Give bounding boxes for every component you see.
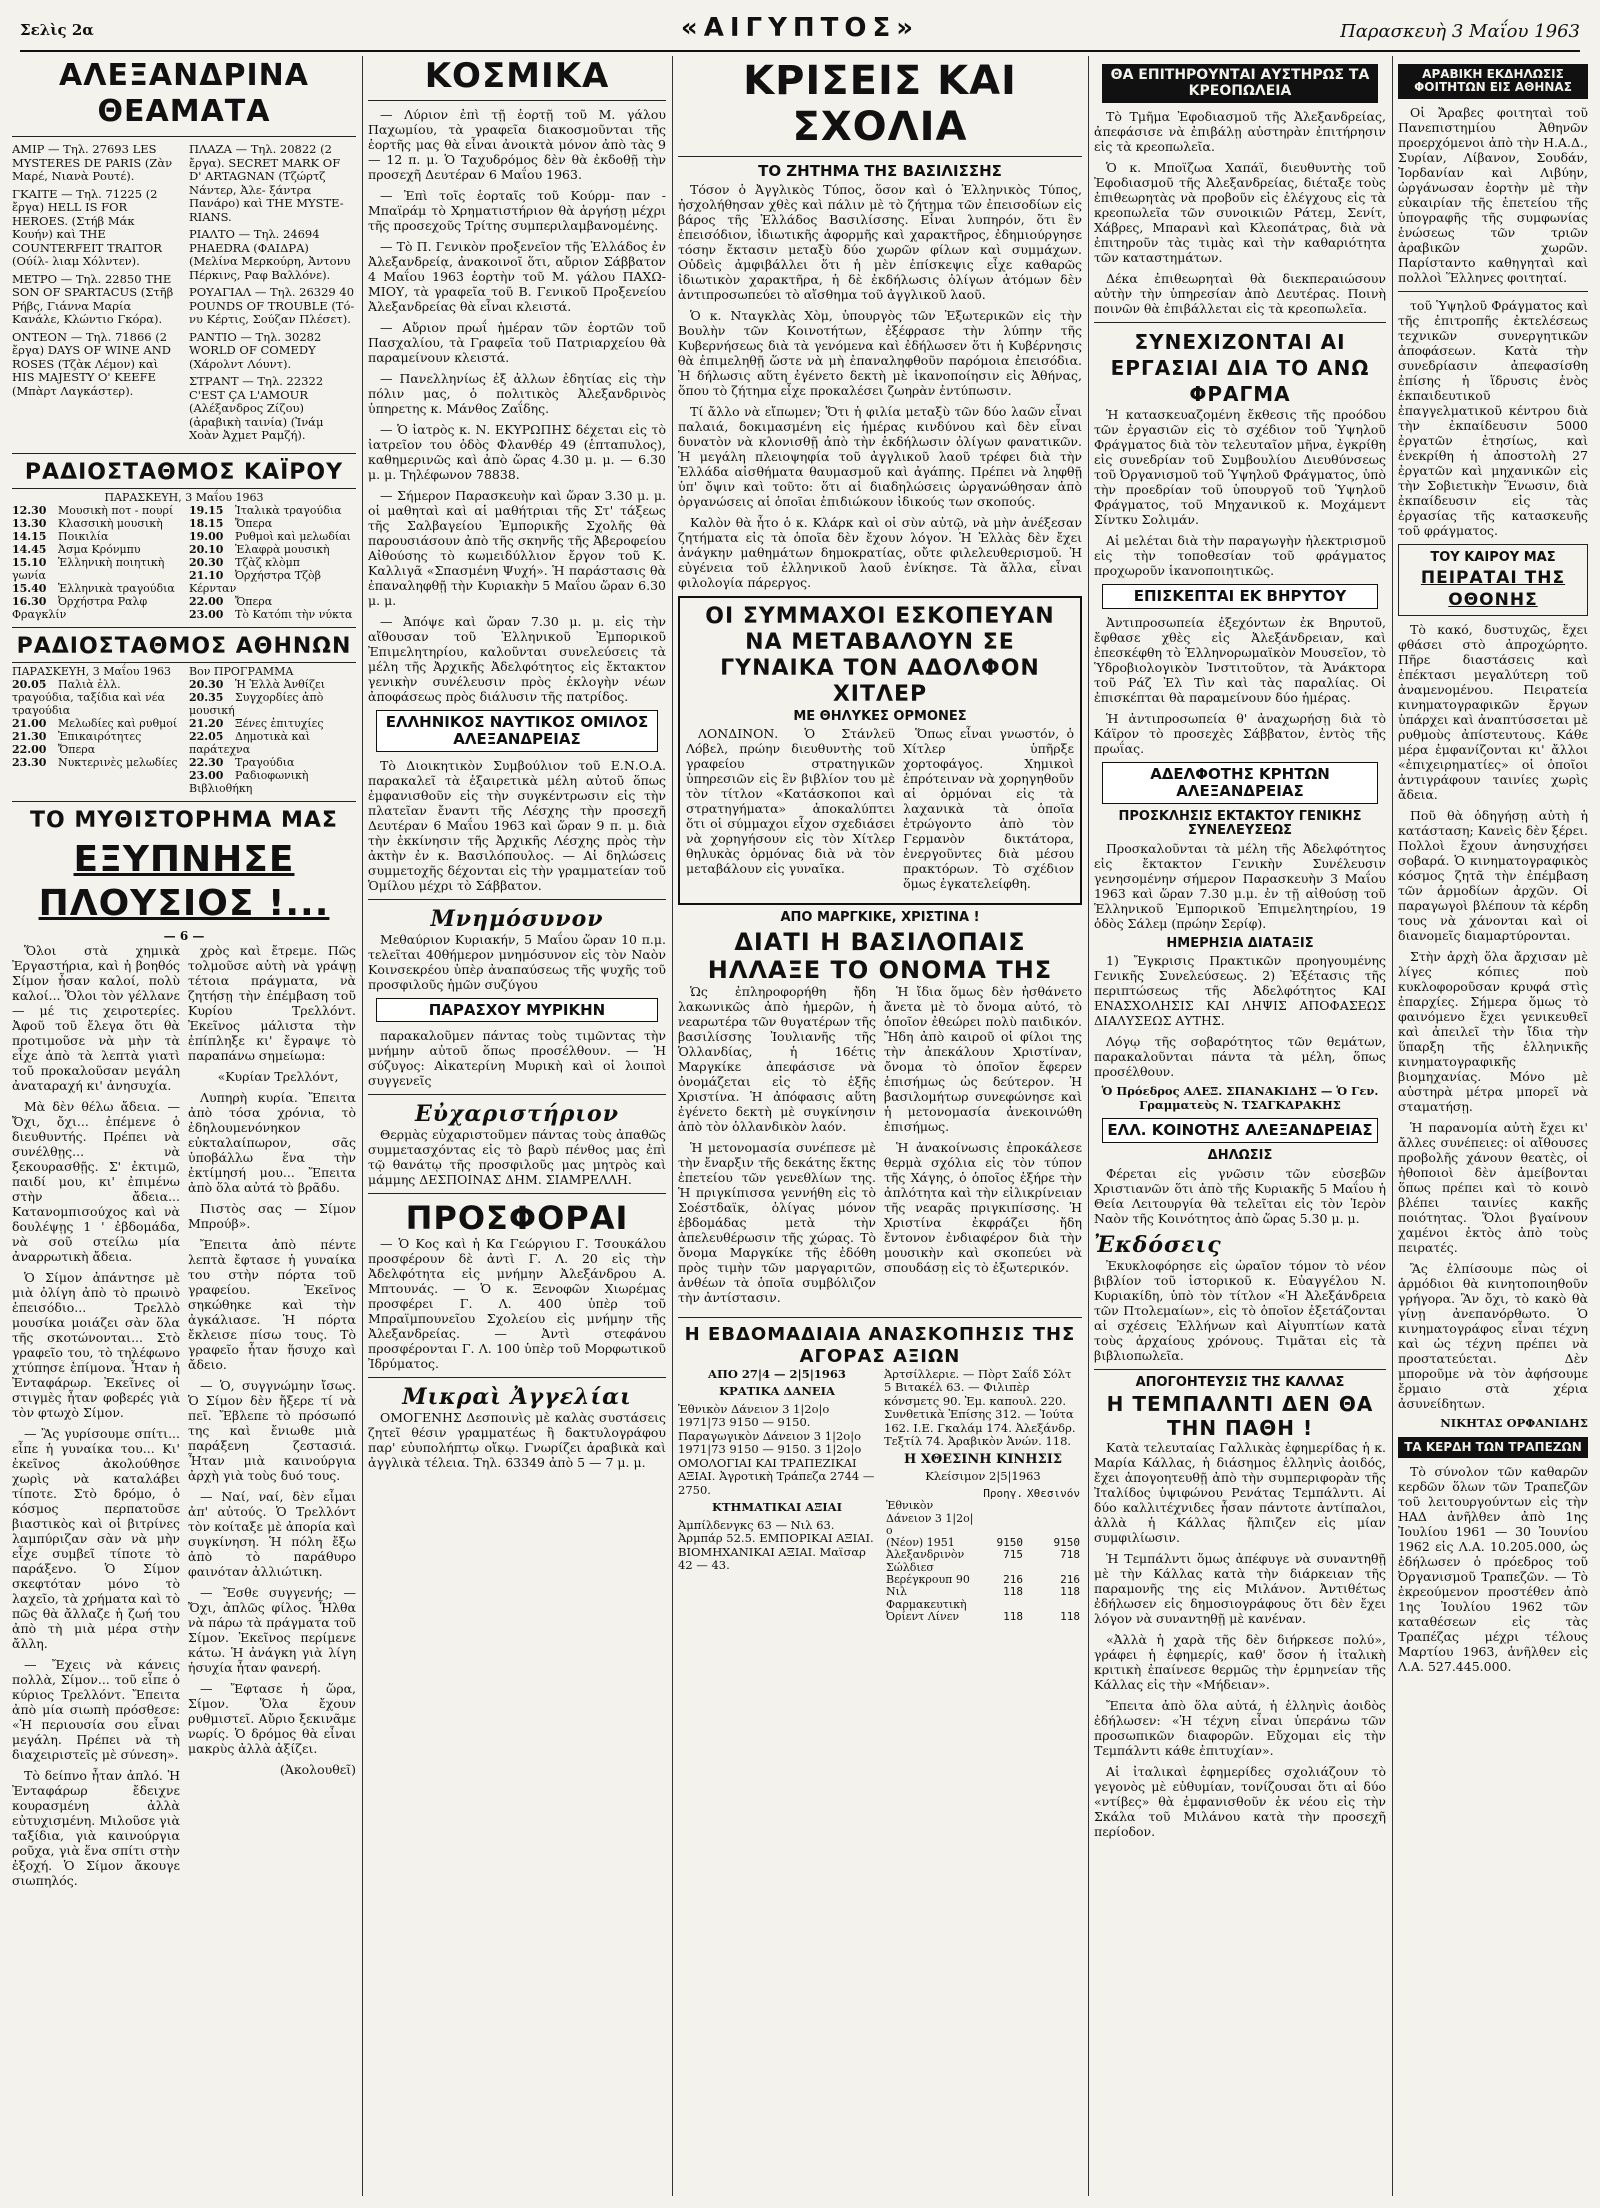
bourse-body (678, 1368, 1082, 1623)
schedule-program: Τὸ Κατόπι τὴν νύκτα (235, 607, 353, 621)
beirut-text: Ἀντιπροσωπεία ἐξεχόντων ἐκ Βηρυτοῦ, ἔφθασε χθὲς εἰς Ἀλεξάνδρειαν, καὶ ἐπεσκέφθη τὸ Ἑλληνορωμαϊκὸν Μουσεῖον, τὸ Ὑδροβιολογικὸν Ἰνστιτοῦτον, τὰ Ἀνάκτορα τοῦ Ράζ Ἐλ Τὶν καὶ τὰς παραλίας. Οἱ ἐπισκέπται θὰ παραμείνουν δύο ἡμέρας. (1094, 615, 1386, 706)
schedule-program: Ρυθμοὶ καὶ μελωδίαι (235, 529, 351, 543)
novel-paragraph: Τὸ δείπνο ἦταν ἀπλό. Ἡ Ἐνταφάρωρ ἔδειχνε κουρασμένη ἀλλὰ εὐτυχισμένη. Μιλοῦσε γιὰ ταξίδια, γιὰ καινούργια ροῦχα, γιὰ ἕνα σπίτι στὴν ἐξοχή. Ὁ Σίμον ἄκουγε σιωπηλός. (12, 1767, 180, 1888)
schedule-time: 20.05 (12, 677, 47, 691)
section-heading: ΚΟΣΜΙΚΑ (424, 58, 610, 96)
community-title: ΕΛΛ. ΚΟΙΝΟΤΗΣ ΑΛΕΞΑΝΔΡΕΙΑΣ (1102, 1118, 1378, 1143)
table-cell: 216 (1060, 1573, 1080, 1587)
schedule-time: 19.15 (189, 503, 224, 517)
bourse-title: Η ΕΒΔΟΜΑΔΙΑΙΑ ΑΝΑΣΚΟΠΗΣΙΣ ΤΗΣ ΑΓΟΡΑΣ ΑΞΙΩΝ (684, 1323, 1076, 1367)
schedule-program: Ἰταλικὰ τραγούδια (235, 503, 342, 517)
callas-paragraph: Ἔπειτα ἀπὸ ὅλα αὐτά, ἡ ἑλληνὶς ἀοιδὸς ἐδήλωσεν: «Ἡ τέχνη εἶναι ὑπεράνω τῶν προσωπικῶν διαφορῶν. Εὔχομαι εἰς τὴν Τεμπάλντι κάθε ἐπιτυχίαν». (1094, 1698, 1386, 1759)
classified-text: ΟΜΟΓΕΝΗΣ Δεσποινὶς μὲ καλὰς συστάσεις ζητεῖ θέσιν γραμματέως ἢ δακτυλογράφου παρ' εὐυπολήπτῳ οἴκῳ. Γνωρίζει ἀραβικὰ καὶ ἀγγλικὰ τέλεια. Τηλ. 63349 ἀπὸ 5 — 7 μ. μ. (368, 1410, 666, 1471)
cinema-entry: ΠΛΑΖΑ — Τηλ. 20822 (2 ἔργα). SECRET MARK OF D' ARTAGNAN (Τζώρτζ Νάντερ, Ἀλε- ξάντρα Πανάρο) καὶ THE MYSTE- RIANS. (189, 142, 344, 224)
radio-cairo-schedule (12, 504, 356, 621)
memorial-name: ΠΑΡΑΣΧΟΥ ΜΥΡΙΚΗΝ (376, 998, 658, 1023)
callas-kicker: ΑΠΟΓΟΗΤΕΥΣΙΣ ΤΗΣ ΚΑΛΛΑΣ (1135, 1374, 1345, 1390)
schedule-row (12, 756, 179, 769)
schedule-time: 18.15 (189, 516, 224, 530)
princess-paragraph: Ἡ ἀνακοίνωσις ἐπροκάλεσε θερμὰ σχόλια εἰς τὸν τύπον τῆς Χάγης, ὁ ὁποῖος ἐξήρε τὴν ἀπλότητα καὶ τὴν εἰλικρίνειαν τῆς νεαρᾶς πριγκιπίσσης. Ἡ Χριστίνα ἐκφράζει ἤδη ἔντονον ἐνδιαφέρον διὰ τὴν μουσικὴν καὶ σκοπεύει νὰ σπουδάσῃ εἰς τὸ ἐξωτερικόν. (884, 1139, 1082, 1275)
banks-text: Τὸ σύνολον τῶν καθαρῶν κερδῶν ὅλων τῶν Τραπεζῶν τοῦ λειτουργούντων εἰς τὴν ΗΑΔ ἀνῆλθεν ἀπὸ 1ης Ἰουλίου 1961 — 30 Ἰουνίου 1962 εἰς Λ.Α. 10.205.000, ὡς ἐδήλωσεν ὁ πρόεδρος τοῦ Ὀργανισμοῦ Τραπεζῶν. — Τὸ ἐκρεούμενον προστέθεν ἀπὸ 1ης Ἰουλίου 1962 τῶν καταθέσεων εἰς τὰς Τραπέζας μέχρι τέλους Μαρτίου 1963, ἀνῆλθεν εἰς Λ.Α. 527.445.000. (1398, 1464, 1588, 1675)
table-row (884, 1574, 1082, 1586)
table-row (884, 1549, 1082, 1574)
table-cell: 715 (1003, 1548, 1024, 1562)
schedule-time: 21.20 (189, 716, 224, 730)
radio-athens-sub: Βον ΠΡΟΓΡΑΜΜΑ (189, 664, 294, 678)
crete-text: Προσκαλοῦνται τὰ μέλη τῆς Ἀδελφότητος εἰς ἔκτακτον Γενικὴν Συνέλευσιν γενησομένην σήμερον Παρασκευὴν 3 Μαΐου 1963 καὶ ὥραν 7.30 μ.μ. ἐν τῇ αἰθούσῃ τοῦ Ἑλληνικοῦ Ἐμπορικοῦ Ἐπιμελητηρίου, 19 ὁδὸς Σάλεμ (πρώην Σερίφ). (1094, 840, 1386, 931)
schedule-time: 14.15 (12, 529, 47, 543)
schedule-program: Ἐπικαιρότητες (58, 729, 142, 743)
schedule-time: 14.45 (12, 542, 47, 556)
table-cell: 118 (1003, 1585, 1024, 1599)
schedule-time: 16.30 (12, 594, 47, 608)
bourse-dates: ΑΠΟ 27|4 — 2|5|1963 (708, 1366, 846, 1381)
community-text: Φέρεται εἰς γνῶσιν τῶν εὐσεβῶν Χριστιανῶν ὅτι ἀπὸ τῆς Κυριακῆς 5 Μαΐου ἡ Θεία Λειτουργία θὰ τελεῖται εἰς τὸν Ἱερὸν Ναὸν τῆς Κοινότητος ἀπὸ ὥρας 5.30 μ. μ. (1094, 1165, 1386, 1226)
cinema-entry: ΜΕΤΡΟ — Τηλ. 22850 THE SON OF SPARTACUS (Στῆβ Ρήβς, Γιάννα Μαρία Κανάλε, Κλώντιο Γκόρα). (12, 271, 174, 326)
table-header: Προηγ. (983, 1486, 1024, 1500)
commentary-paragraph: Καλὸν θὰ ἦτο ὁ κ. Κλάρκ καὶ οἱ σὺν αὐτῷ, νὰ μὴν ἀνέξεσαν ζητήματα εἰς τὰ ὁποῖα δὲν ἔχουν λόγον. Ἡ Ἑλλὰς δὲν ἔχει ἀνάγκην μαθημάτων δημοκρατίας, οὔτε φιλελευθερισμοῦ. Ἡ εὐγένεια τοῦ ἑλληνικοῦ λαοῦ ἐνίκησε. Τὰ ἄλλα, εἶναι φιλολογία πάρεργος. (678, 514, 1082, 590)
radio-cairo-title: ΡΑΔΙΟΣΤΑΘΜΟΣ ΚΑΪΡΟΥ (24, 459, 344, 485)
news-paragraph: Δέκα ἐπιθεωρηταὶ θὰ διεκπεραιώσουν αὐτὴν τὴν ὑπηρεσίαν ἀπὸ Δευτέρας. Ποινὴ ποινῶν θὰ ἐπιβάλλεται εἰς τὰ κρεοπωλεῖα. (1094, 271, 1386, 317)
callas-paragraph: «Ἀλλὰ ἡ χαρὰ τῆς δὲν διήρκεσε πολύ», γράφει ἡ ἐφημερίς, καθ' ὅσον ἡ ἰταλικὴ κριτικὴ ἐπαίνεσε θερμῶς τὴν ἑρμηνείαν τῆς Κάλλας εἰς τὴν «Μήδειαν». (1094, 1632, 1386, 1693)
bourse-text: Ἀμπίλδενγκς 63 — Νιλ 63. Ἀρμπάρ 52.5. ΕΜΠΟΡΙΚΑΙ ΑΞΙΑΙ. ΒΙΟΜΗΧΑΝΙΚΑΙ ΑΞΙΑΙ. Μαϊσαρ 42 — 43. (678, 1517, 874, 1573)
schedule-row (189, 530, 356, 543)
schedule-row (12, 678, 179, 717)
commentary-paragraph: Τόσον ὁ Ἀγγλικὸς Τύπος, ὅσον καὶ ὁ Ἑλληνικὸς Τύπος, ἠσχολήθησαν χθὲς καὶ πάλιν μὲ τὸ ζήτημα τῶν ἐπεισοδίων εἰς βάρος τῆς Ἑλλάδος Βασιλίσσης. Εἶναι λυπηρόν, ὅτι ἓν ἐπεισόδιον, ἰδιωτικῆς ἀφορμῆς καὶ χαρακτῆρος, ἐδημιούργησε τόσην ἔκτασιν μεταξὺ δύο χωρῶν φίλων καὶ συμμάχων. Οὐδεὶς ἀμφιβάλλει ὅτι ἡ μὲν ἐπίσκεψις εἶχε καθαρῶς ἰδιωτικὸν χαρακτῆρα, ἡ δὲ ἐκδήλωσις ὀλίγων ἀτόμων δὲν ἀντιπροσωπεύει τὸ αἴσθημα τοῦ ἀγγλικοῦ λαοῦ. (678, 181, 1082, 302)
social-item: — Τὸ Π. Γενικὸν προξενεῖον τῆς Ἑλλάδος ἐν Ἀλεξανδρείᾳ, ἀνακοινοῖ ὅτι, αὔριον Σάββατον 4 Μαΐου 1963 ἑορτὴν τοῦ Μ. γάλου ΠΑΧΩ- ΜΙΟΥ, τὰ γραφεῖα τοῦ Β. Γενικοῦ Προξενείου Ἀλεξανδρείας θὰ εἶναι κλειστά. (368, 239, 666, 314)
radio-athens-schedule (12, 678, 356, 795)
novel-paragraph: — Ἔφτασε ἡ ὥρα, Σίμον. Ὅλα ἔχουν ρυθμιστεῖ. Αὔριο ξεκινᾶμε νωρίς. Ὁ δρόμος θὰ εἶναι μακρὺς ἀλλὰ ἀξίζει. (188, 1680, 356, 1756)
column-rule (362, 56, 363, 2196)
crete-text: Λόγῳ τῆς σοβαρότητος τῶν θεμάτων, παρακαλοῦνται πάντα τὰ μέλη, ὅπως προσέλθουν. (1094, 1034, 1386, 1080)
callas-paragraph: Ἡ Τεμπάλντι ὅμως ἀπέφυγε νὰ συναντηθῇ μὲ τὴν Κάλλας κατὰ τὴν διάρκειαν τῆς παραμονῆς της εἰς Μιλάνον. Ἀντιθέτως ἐδήλωσεν εἰς δημοσιογράφους ὅτι δὲν ἔχει λόγον νὰ συναντηθῇ μὲ κανέναν. (1094, 1551, 1386, 1627)
schedule-program: Ὄπερα (235, 516, 273, 530)
novel-paragraph: — Ἔχεις νὰ κάνεις πολλὰ, Σίμον... τοῦ εἶπε ὁ κύριος Τρελλόντ. Ἔπειτα ἀπὸ μία σιωπὴ πρόσθεσε: «Ἡ περιουσία σου εἶναι μεγάλη. Πρέπει νὰ τὴ διαχειριστεῖς μὲ σύνεση». (12, 1656, 180, 1762)
community-sub: ΔΗΛΩΣΙΣ (1207, 1148, 1273, 1164)
dam-paragraph: Αἱ μελέται διὰ τὴν παραγωγὴν ἠλεκτρισμοῦ εἰς τὴν τοποθεσίαν τοῦ φράγματος προχωροῦν ἱκανοποιητικῶς. (1094, 533, 1386, 579)
schedule-row (12, 556, 179, 582)
schedule-program: Ραδιοφωνικὴ Βιβλιοθήκη (189, 768, 309, 795)
club-text: Τὸ Διοικητικὸν Συμβούλιον τοῦ Ε.Ν.Ο.Α. παρακαλεῖ τὰ ἐξαιρετικὰ μέλη αὐτοῦ ὅπως ἐμφανισθοῦν εἰς τὴν συγκέντρωσιν εἰς τὴν πλατεῖαν ἔναντι τῆς Λέσχης τὴν προσεχῆ Δευτέραν 6 Μαΐου 1963 καὶ ὥραν 9 π. μ. διὰ τὴν ἐκκίνησιν τῆς Ἀρχικῆς Λέσχης πρὸς τὴν ἀκτὴν ἐν κ. Βασιλόπουλος. — Αἱ δηλώσεις συμμετοχῆς δέχονται εἰς τὴν γραμματείαν τοῦ Ὁμίλου μέχρι τὸ Σάββατον. (368, 757, 666, 893)
radio-cairo-date: ΠΑΡΑΣΚΕΥΗ, 3 Μαΐου 1963 (104, 490, 264, 504)
bourse-text: Ἐθνικὸν Δάνειον 3 1|2ο|ο 1971|73 9150 — 9150. Παραγωγικὸν Δάνειον 3 1|2ο|ο 1971|73 9150 — 9150. 3 1|2ο|ο ΟΜΟΛΟΓΙΑΙ ΚΑΙ ΤΡΑΠΕΖΙΚΑΙ ΑΞΙΑΙ. Ἀγροτικὴ Τράπεζα 2744 — 2750. (678, 1401, 875, 1497)
table-cell: 118 (1003, 1610, 1024, 1624)
schedule-row (189, 730, 356, 756)
beirut-title: ΕΠΙΣΚΕΠΤΑΙ ΕΚ ΒΗΡΥΤΟΥ (1102, 584, 1378, 609)
publications-text: Ἐκυκλοφόρησε εἰς ὡραῖον τόμον τὸ νέον βιβλίον τοῦ ἱστορικοῦ κ. Εὐαγγέλου Ν. Κυριακίδη, ὑπὸ τὸν τίτλον «Ἡ Ἀλεξάνδρεια τῶν Πτολεμαίων», εἰς τὸ ὁποῖον ἐξετάζονται αἱ σχέσεις Ἑλλήνων καὶ Αἰγυπτίων κατὰ τοὺς ἀρχαίους χρόνους. Τιμᾶται εἰς τὰ βιβλιοπωλεῖα. (1094, 1257, 1386, 1363)
schedule-program: Τζὰζ κλὸμπ (235, 555, 301, 569)
schedule-time: 13.30 (12, 516, 47, 530)
schedule-row (189, 517, 356, 530)
screens-box (1398, 544, 1588, 617)
radio-athens-title: ΡΑΔΙΟΣΤΑΘΜΟΣ ΑΘΗΝΩΝ (16, 633, 352, 659)
table-row (884, 1500, 1082, 1537)
yesterday-sub: Κλείσιμον 2|5|1963 (925, 1469, 1041, 1484)
schedule-row (189, 608, 356, 621)
novel-paragraph: — Ναί, ναί, δὲν εἶμαι ἀπ' αὐτούς. Ὁ Τρελλόντ τὸν κοίταξε μὲ ἀπορία καὶ συγκίνηση. Ἡ πόλη ἔξω ἀπὸ τὸ παράθυρο φαινόταν ἀλλιώτικη. (188, 1488, 356, 1579)
princess-title: ΔΙΑΤΙ Η ΒΑΣΙΛΟΠΑΙΣ ΗΛΛΑΞΕ ΤΟ ΟΝΟΜΑ ΤΗΣ (707, 927, 1053, 984)
schedule-program: Ἐλαφρὰ μουσικὴ (235, 542, 330, 556)
social-item: — Πανελληνίως ἐξ ἀλλων ἐδητίας εἰς τὴν πόλιν μας, ὁ πολιτικὸς Ἀλεξανδρινὸς ὑπηρετης κ. Μάνθος Ζαΐδης. (368, 371, 666, 416)
schedule-time: 15.10 (12, 555, 47, 569)
table-header: Χθεσινόν (1027, 1486, 1080, 1500)
schedule-row (189, 691, 356, 717)
schedule-row (189, 678, 356, 691)
schedule-row (12, 517, 179, 530)
news-paragraph: Ὁ κ. Μποϊζωα Χαπάϊ, διευθυντὴς τοῦ Ἐφοδιασμοῦ τῆς Ἀλεξανδρείας, διέταξε τοὺς ἐπιθεωρητὰς νὰ προβοῦν εἰς ἐλέγχους εἰς τὰ κρεοπωλεῖα τῶν συνοικιῶν Ράτεμ, Σενίτ, Χάβρες, Μπαρανὶ καὶ Κλεοπάτρας, διὰ νὰ ἐπιτηροῦν τὰς τιμὰς καὶ τὴν καθαριότητα τῶν καταστημάτων. (1094, 160, 1386, 266)
novel-paragraph: Μὰ δὲν θέλω ἄδεια. — Ὄχι, ὄχι... ἐπέμενε ὁ διευθυντής. Πρέπει νὰ συνέλθῃς... νὰ ξεκουρασθῇς. Σ' ἐκτιμῶ, παιδί μου, κι' ἐπιμένω στὴν ἄδεια... Κατανομπισούχος καὶ νὰ δουλέψῃς 1 ' ἐβδομάδα, νὰ σοῦ στείλω μία ἀναρρωτικὴ ἄδεια. (12, 1098, 180, 1264)
schedule-time: 20.30 (189, 677, 224, 691)
table-cell: (Νέον) 1951 (886, 1536, 955, 1550)
novel-continue: (Ἀκολουθεῖ) (279, 1761, 356, 1777)
schedule-program: Ὀρχήστρα Τζὸβ Κέρνταν (189, 568, 322, 595)
schedule-row (12, 717, 179, 730)
memorial-text-2: παρακαλοῦμεν πάντας τοὺς τιμῶντας τὴν μνήμην αὐτοῦ ὅπως προσέλθουν. — Ἡ σύζυγος: Αἰκατερίνη Μυρικὴ καὶ οἱ λοιποὶ συγγενεῖς (368, 1028, 666, 1089)
schedule-program: Κλασσικὴ μουσικὴ (58, 516, 163, 530)
schedule-time: 20.10 (189, 542, 224, 556)
bourse-head: ΚΤΗΜΑΤΙΚΑΙ ΑΞΙΑΙ (711, 1500, 842, 1515)
table-cell: Ἐθνικὸν Δάνειον 3 1|2ο|ο (886, 1499, 974, 1537)
culture-paragraph: Οἱ Ἄραβες φοιτηταὶ τοῦ Πανεπιστημίου Ἀθηνῶν προερχόμενοι ἀπὸ τὴν Η.Α.Δ., Συρίαν, Λίβανον, Σουδάν, Ἰορδανίαν καὶ Λιβύην, ὠργάνωσαν ἑορτὴν μὲ τὴν εὐκαιρίαν τῆς ἐπετείου τῆς ὑπογραφῆς τῆς συμφωνίας ἑνώσεως τῶν τριῶν ἀραβικῶν χωρῶν. Παρίσταντο καθηγηταὶ καὶ πολλοὶ Ἕλληνες φοιτηταί. (1398, 104, 1588, 285)
schedule-time: 22.05 (189, 729, 224, 743)
memorial-title: Μνημόσυνον (430, 905, 604, 932)
princess-paragraph: Ἡ μετονομασία συνέπεσε μὲ τὴν ἔναρξιν τῆς δεκάτης ἕκτης ἐπετείου τῶν γενεθλίων της. Ἡ πριγκίπισσα γεννήθη εἰς τὸ Σοέστδαϊκ, ὀλίγας μόνον ἑβδομάδας μετὰ τὴν ἀπελευθέρωσιν τῆς χώρας. Τὸ ὄνομα Μαργκίκε τῆς ἐδόθη πρὸς τιμὴν τῶν μαργαριτῶν, ἀνθέων τὰ ὁποῖα συμβόλιζον τὴν ἀντίστασιν. (678, 1139, 876, 1305)
schedule-program: Συγχορδίες ἀπὸ μουσική (189, 690, 324, 717)
publications-title: Ἐκδόσεις (1094, 1231, 1222, 1258)
table-cell (981, 1500, 1025, 1537)
schedule-time: 15.40 (12, 581, 47, 595)
schedule-time: 22.00 (12, 742, 47, 756)
novel-paragraph: Ἔπειτα ἀπὸ πέντε λεπτὰ ἔφτασε ἡ γυναίκα του στὴν πόρτα τοῦ γραφείου. Ἐκεῖνος σηκώθηκε καὶ τὴν ἀγκάλιασε. Ἡ πόρτα ἔκλεισε πίσω τους. Τὸ γραφεῖο ἦταν ἥσυχο καὶ ἄδειο. (188, 1236, 356, 1372)
novel-letter-salutation: «Κυρίαν Τρελλόντ, (217, 1068, 339, 1084)
table-cell: Ὀρίεντ Λίνεν (886, 1610, 960, 1624)
table-cell: 216 (1003, 1573, 1024, 1587)
novel-part: — 6 — (163, 928, 205, 943)
cinema-listings (12, 143, 356, 447)
schedule-program: Ποικιλία (58, 529, 109, 543)
memorial-text: Μεθαύριον Κυριακήν, 5 Μαΐου ὥραν 10 π.μ. τελεῖται 40θήμερον μνημόσυνον εἰς τὸν Ναὸν Κοινσεκρέου ὑπὲρ ἀναπαύσεως τῆς ψυχῆς τοῦ προσφιλοῦς ἡμῶν συζύγου (368, 931, 666, 992)
novel-paragraph: — Ἂς γυρίσουμε σπίτι... εἶπε ἡ γυναίκα του... Κι' ἐκεῖνος ἀκολούθησε χωρὶς νὰ καταλάβει τίποτε. Στὸ δρόμο, ὁ κόσμος περπατοῦσε βιαστικὸς καὶ οἱ βιτρίνες λαμπύριζαν σὰν νὰ μὴν εἶχε συμβεῖ τίποτε τὸ παράξενο. Ὁ Σίμον σκεφτόταν μόνο τὸ λαχεῖο, τὰ χρήματα καὶ τὸ πῶς θὰ ἄλλαζε ἡ ζωή του ἀπὸ τὴ μιὰ μέρα στὴν ἄλλη. (12, 1425, 180, 1651)
crete-signatures: Ὁ Πρόεδρος ΑΛΕΞ. ΣΠΑΝΑΚΙΔΗΣ — Ὁ Γεν. Γραμματεὺς Ν. ΤΣΑΓΚΑΡΑΚΗΣ (1101, 1084, 1379, 1112)
table-cell: 9150 (1053, 1536, 1080, 1550)
banks-title: ΤΑ ΚΕΡΔΗ ΤΩΝ ΤΡΑΠΕΖΩΝ (1398, 1437, 1588, 1458)
schedule-time: 22.00 (189, 594, 224, 608)
commentary-paragraph: Ὁ κ. Νταγκλὰς Χὸμ, ὑπουργὸς τῶν Ἐξωτερικῶν εἰς τὴν Βουλὴν τῶν Κοινοτήτων, ἐξέφρασε τὴν λύπην τῆς Κυβερνήσεως διὰ τὰ γενόμενα καὶ ἐδήλωσεν ὅτι ἡ Κυβέρνησις θὰ ἐπιμεληθῇ ὥστε νὰ μὴ ἐπαναληφθοῦν παρόμοια ἐπεισόδια. Ἡ δήλωσις αὕτη ἐγένετο δεκτὴ μὲ ἱκανοποίησιν εἰς Ἀθήνας, ὅπου τὸ ζήτημα εἶχε προκαλέσει ζωηρὰν ἐντύπωσιν. (678, 307, 1082, 398)
yesterday-title: Η ΧΘΕΣΙΝΗ ΚΙΝΗΣΙΣ (903, 1451, 1063, 1467)
novel-title: ΕΞΥΠΝΗΣΕ ΠΛΟΥΣΙΟΣ !... (38, 838, 330, 924)
social-item: — Αὔριον πρωΐ ἡμέραν τῶν ἑορτῶν τοῦ Πασχαλίου, τὰ Γραφεῖα τοῦ Πατριαρχείου θὰ παραμείνουν κλειστά. (368, 320, 666, 365)
commentary-paragraph: Τί ἄλλο νὰ εἴπωμεν; Ὅτι ἡ φιλία μεταξὺ τῶν δύο λαῶν εἶναι παλαιά, δοκιμασμένη εἰς ἡμέρας κινδύνου καὶ δὲν εἶναι δυνατὸν νὰ κλονισθῇ ἀπὸ τὴν ἐκδήλωσιν ὀλίγων φανατικῶν. Ἡ μεγάλη πλειοψηφία τοῦ ἀγγλικοῦ λαοῦ τρέφει διὰ τὴν Ἑλλάδα αἰσθήματα θαυμασμοῦ καὶ ἀγάπης. Πρέπει νὰ ληφθῇ ὑπ' ὄψιν καὶ τοῦτο: ὅτι αἱ διαδηλώσεις ὠργανώθησαν ἀπὸ ὀργανώσεις αἱ ὁποῖαι ἐπιδιώκουν ἰδικούς των σκοπούς. (678, 403, 1082, 509)
novel-paragraph: — Ὁ, συγγνώμην ἴσως. Ὁ Σίμον δὲν ἤξερε τί νὰ πεῖ. Ἔβλεπε τὸ πρόσωπό της καὶ ἔνιωθε μιὰ παράξενη ζεστασιά. Ἦταν μιὰ καινούργια ἀρχὴ γιὰ τοὺς δυό τους. (188, 1377, 356, 1483)
column-rule (1088, 56, 1089, 2196)
social-item: — Λύριον ἐπὶ τῇ ἑορτῇ τοῦ Μ. γάλου Παχωμίου, τὰ γραφεῖα διακοσμοῦνται τῆς ἑορτῆς μας θὰ εἶναι ἀνοικτὰ μόνον ἀπὸ τὰς 9 — 12 π. μ. Ὁ Ταχυδρόμος δὲν θὰ ἐκδοθῇ τὴν προσεχῆ Δευτέραν 6 Μαΐου 1963. (368, 107, 666, 182)
crete-subtitle: ΠΡΟΣΚΛΗΣΙΣ ΕΚΤΑΚΤΟΥ ΓΕΝΙΚΗΣ ΣΥΝΕΛΕΥΣΕΩΣ (1118, 808, 1362, 839)
schedule-time: 23.00 (189, 607, 224, 621)
hitler-paragraph: ΛΟΝΔΙΝΟΝ. Ὁ Στάνλεϋ Λόβελ, πρώην διευθυντὴς τοῦ γραφείου στρατηγικῶν ὑπηρεσιῶν εἰς ἓν βιβλίον του μὲ τὸν τίτλον «Κατάσκοποι καὶ στρατηγήματα» ἀποκαλύπτει ὅτι οἱ σύμμαχοι εἶχον σχεδιάσει νὰ χορηγήσουν εἰς τὸν Χίτλερ θηλυκὰς ὁρμόνας διὰ νὰ τὸν μεταβάλουν εἰς γυναῖκα. (686, 726, 896, 877)
novel-paragraph: χρὸς καὶ ἔτρεμε. Πῶς τολμοῦσε αὐτὴ νὰ γράψῃ τέτοια πράγματα, νὰ ζητήσῃ τὴν ἐπέμβαση τοῦ Κυρίου Τρελλόντ. Ἐκεῖνος μάλιστα τὴν ἐπίπληξε κι' ἔγραψε τὸ παραπάνω σημείωμα: (188, 942, 356, 1063)
cinema-entry: ΑΜΙΡ — Τηλ. 27693 LES MYSTERES DE PARIS (Ζὰν Μαρέ, Νιανὰ Ρουτέ). (12, 142, 173, 183)
novel-paragraph: Ὅλοι στὰ χημικὰ Ἐργαστήρια, καὶ ἡ βοηθός Σίμον ἦσαν καλοί, πολὺ καλοί... Ὅλοι τὸν γέλλανε — μέ τις χειροτερίες. Ἀφοῦ τοῦ ἔλεγα ὅτι θὰ προτιμοῦσε νὰ μὴν τὰ εἶχε ἀπὸ τὰ λεπτὰ γιατὶ τοῦ προκαλοῦσαν μεγάλη ἀναταραχή κι' ἀνησυχία. (12, 942, 180, 1093)
novel-paragraph: Πιστὸς σας — Σίμον Μπρούβ». (188, 1200, 356, 1231)
schedule-row (12, 743, 179, 756)
schedule-program: Ὄπερα (235, 594, 273, 608)
screens-paragraph: Ἡ παρανομία αὐτὴ ἔχει κι' ἄλλες συνέπειες: οἱ αἴθουσες προβολῆς χάνουν θεατὲς, οἱ ἠθοποιοὶ δὲν ἀμείβονται ὅπως πρέπει καὶ τὸ κοινὸ βλέπει ταινίες κακῆς ποιότητας. Ὅλοι βγαίνουν χαμένοι ἐκτὸς ἀπὸ τοὺς πειρατές. (1398, 1120, 1588, 1256)
schedule-program: Ἡ Ἑλλὰ Ἀνθίζει (235, 677, 326, 691)
table-cell: 9150 (996, 1536, 1024, 1550)
meat-heading: ΘΑ ΕΠΙΤΗΡΟΥΝΤΑΙ ΑΥΣΤΗΡΩΣ ΤΑ ΚΡΕΟΠΩΛΕΙΑ (1102, 64, 1378, 103)
schedule-program: Ὀρχήστρα Ραλφ Φραγκλίν (12, 594, 148, 621)
paper-name: «ΑΙΓΥΠΤΟΣ» (680, 13, 920, 43)
beirut-text: Ἡ ἀντιπροσωπεία θ' ἀναχωρήσῃ διὰ τὸ Κάϊρον τὸ προσεχὲς Σάββατον, ἐντὸς τῆς πρωΐας. (1094, 711, 1386, 757)
cinema-entry: ΡΟΥΑΓΙΑΛ — Τηλ. 26329 40 POUNDS OF TROUBLE (Τό- νυ Κέρτις, Σούζαν Πλέσετ). (189, 285, 355, 326)
schedule-program: Νυκτερινὲς μελωδίες (58, 755, 178, 769)
table-cell (1025, 1500, 1082, 1537)
callas-paragraph: Αἱ ἰταλικαὶ ἐφημερίδες σχολιάζουν τὸ γεγονὸς μὲ εὐθυμίαν, τονίζουσαι ὅτι αἱ δύο «ντίβες» θὰ ἐμφανισθοῦν ἐκ νέου εἰς τὴν Σκάλα τοῦ Μιλάνου κατὰ τὴν προσεχῆ περίοδον. (1094, 1764, 1386, 1840)
schedule-time: 20.35 (189, 690, 224, 704)
novel-paragraph: Ὁ Σίμον ἀπάντησε μὲ μιὰ ὀλίγη ἀπὸ τὸ πρωινὸ ἐπεισόδιο... Τρελλὸ μουσίκα μοιάζει σὰν ὅλα τῆς σκοτώνονται... Στὸ γραφεῖο του, τὸ τηλέφωνο χτύπησε ἐπίμονα. Ἦταν ἡ Ἐνταφάρωρ. Ἐκεῖνες οἱ στιγμὲς ἦταν φοβερές γιὰ τὸν φτωχὸ Σίμον. (12, 1269, 180, 1420)
hitler-title: ΟΙ ΣΥΜΜΑΧΟΙ ΕΣΚΟΠΕΥΑΝ ΝΑ ΜΕΤΑΒΑΛΟΥΝ ΣΕ ΓΥΝΑΙΚΑ ΤΟΝ ΑΔΟΛΦΟΝ ΧΙΤΛΕΡ (705, 603, 1055, 707)
schedule-row (12, 504, 179, 517)
screens-paragraph: Ποῦ θὰ ὁδηγήσῃ αὐτὴ ἡ κατάσταση; Κανεὶς δὲν ξέρει. Πολλοὶ ἔχουν ἀνησυχήσει σοβαρά. Ὁ κινηματογραφικὸς κόσμος ζητᾶ τὴν ἐπέμβαση τῶν ἁρμοδίων ἀρχῶν. Οἱ παραγωγοὶ βλέπουν τὰ κέρδη τους νὰ χάνονται καὶ οἱ διανομεῖς διαμαρτύρονται. (1398, 808, 1588, 944)
schedule-row (189, 756, 356, 769)
masthead (20, 10, 1580, 52)
schedule-program: Τραγούδια (235, 755, 295, 769)
column-social (368, 58, 666, 1476)
schedule-time: 21.10 (189, 568, 224, 582)
schedule-time: 23.30 (12, 755, 47, 769)
schedule-row (12, 730, 179, 743)
cinema-entry: ΓΚΑΙΤΕ — Τηλ. 71225 (2 ἔργα) HELL IS FOR HEROES. (Στήβ Μάκ Κουήν) καὶ THE COUNTERFEIT TRAITOR (Ούίλ- λιαμ Χόλντεν). (12, 186, 162, 268)
social-item: — Σήμερον Παρασκευὴν καὶ ὥραν 3.30 μ. μ. οἱ μαθηταὶ καὶ αἱ μαθήτριαι τῆς Στ' τάξεως τῆς Σαλβαγείου Ἐμπορικῆς Σχολῆς θὰ παρουσιάσουν ἀπὸ τῆς σκηνῆς τῆς Ἀβεροφείου Αἰθούσης τὸ κωμειδύλλιον ἔργον τοῦ Κ. Καλλιγᾶ «Σπασμένη Ψυχή». Ἡ παράστασις θὰ ἐπαναληφθῇ τὴν Κυριακὴν 5 Μαΐου ὥραν 6.30 μ. μ. (368, 488, 666, 608)
social-item: — Ἀπόψε καὶ ὥραν 7.30 μ. μ. εἰς τὴν αἴθουσαν τοῦ Ἑλληνικοῦ Ἐμπορικοῦ Ἐπιμελητηρίου, καλοῦνται συνελεύσεις τὰ μέλη τῆς Ἀρχικῆς Ἀδελφότητος εἰς ἔκτακτον γενικὴν συνέλευσιν πρὸς ἐκλογὴν νέων ἀποφάσεως πρὸς διάλυσιν τῆς πατρίδος. (368, 614, 666, 704)
crete-title: ΑΔΕΛΦΟΤΗΣ ΚΡΗΤΩΝ ΑΛΕΞΑΝΔΡΕΙΑΣ (1102, 762, 1378, 804)
column-entertainment (12, 58, 356, 1894)
dam-title: ΣΥΝΕΧΙΖΟΝΤΑΙ ΑΙ ΕΡΓΑΣΙΑΙ ΔΙΑ ΤΟ ΑΝΩ ΦΡΑΓΜΑ (1110, 330, 1370, 407)
schedule-program: Ἀσμα Κρόνμπυ (58, 542, 141, 556)
club-title: ΕΛΛΗΝΙΚΟΣ ΝΑΥΤΙΚΟΣ ΟΜΙΛΟΣ ΑΛΕΞΑΝΔΡΕΙΑΣ (376, 710, 658, 752)
schedule-time: 21.30 (12, 729, 47, 743)
hitler-paragraph: Ὅπως εἶναι γνωστόν, ὁ Χίτλερ ὑπῆρξε χορτοφάγος. Χημικοὶ ἐπρότειναν νὰ χορηγηθοῦν αἱ ὁρμόναι εἰς τὰ λαχανικὰ τὰ ὁποῖα ἐτρώγοντο ἀπὸ τὸν Γερμανὸν δικτάτορα, ἐνεργοῦντες διὰ μέσου πρακτόρων. Τὸ σχέδιον ὅμως ἐγκατελείφθη. (903, 726, 1075, 892)
thanks-text: Θερμὰς εὐχαριστοῦμεν πάντας τοὺς ἀπαθῶς συμμετασχόντας εἰς τὸ βαρὺ πένθος μας ἐπὶ τῷ θανάτῳ τῆς προσφιλοῦς μας μητρὸς καὶ μάμμης ΔΕΣΠΟΙΝΑΣ ΔΗΜ. ΣΙΑΜΡΕΛΛΗ. (368, 1127, 666, 1188)
callas-paragraph: Κατὰ τελευταίας Γαλλικὰς ἐφημερίδας ἡ κ. Μαρία Κάλλας, ἡ διάσημος ἑλληνὶς ἀοιδός, ἔχει ἀπογοητευθῇ ἀπὸ τὴν συμπεριφορὰν τῆς Ἰταλίδος ὑψιφώνου Ρενάτας Τεμπάλντι. Αἱ δύο καλλιτέχνιδες ἦσαν πάντοτε ἀντίπαλοι, ἀλλὰ ἡ Κάλλας ἤλπιζεν εἰς μίαν συμφιλίωσιν. (1094, 1440, 1386, 1546)
table-row (884, 1586, 1082, 1611)
cinema-entry: ΡΙΑΛΤΟ — Τηλ. 24694 PHAEDRA (ΦΑΙΔΡΑ) (Μελίνα Μερκούρη, Ἀντονυ Πέρκινς, Ραφ Βαλλόνε). (189, 227, 351, 282)
dam-paragraph: Ἡ κατασκευαζομένη ἔκθεσις τῆς προόδου τῶν ἐργασιῶν εἰς τὸ σχέδιον τοῦ Ὑψηλοῦ Φράγματος διὰ τὸν τελευταῖον μῆνα, ἐγκρίθη εἰς συνεδρίαν τοῦ Συμβουλίου Διευθύνσεως τοῦ Ὀργανισμοῦ τοῦ Ὑψηλοῦ Φράγματος, ὑπὸ τὴν προεδρίαν τοῦ ὑπουργοῦ τοῦ Ὑψηλοῦ Φράγματος, τοῦ Μηχανικοῦ κ. Μοχάμεντ Σίντκυ Σολιμάν. (1094, 407, 1386, 528)
section-heading: ΚΡΙΣΕΙΣ ΚΑΙ ΣΧΟΛΙΑ (743, 58, 1017, 150)
schedule-time: 22.30 (189, 755, 224, 769)
crete-agenda: ΗΜΕΡΗΣΙΑ ΔΙΑΤΑΞΙΣ (1166, 935, 1314, 951)
callas-title: Η ΤΕΜΠΑΛΝΤΙ ΔΕΝ ΘΑ ΤΗΝ ΠΑΘΗ ! (1106, 1392, 1374, 1441)
schedule-program: Ἑλληνικὴ ποιητικὴ γωνία (12, 555, 165, 582)
schedule-program: Ξένες ἐπιτυχίες (235, 716, 324, 730)
novel-body (12, 943, 356, 1894)
schedule-row (189, 717, 356, 730)
schedule-time: 12.30 (12, 503, 47, 517)
screens-paragraph: Ἂς ἐλπίσουμε πὼς οἱ ἁρμόδιοι θὰ κινητοποιηθοῦν γρήγορα. Ἂν ὄχι, τὸ κακὸ θὰ γίνῃ ἀνεπανόρθωτο. Ὁ κινηματογράφος εἶναι τέχνη καὶ ὡς τέχνη πρέπει νὰ προστατεύεται. Δὲν μποροῦμε νὰ τὸν ἀφήσουμε ἔρμαιο στὰ χέρια ἀσυνείδητων. (1398, 1261, 1588, 1412)
hitler-subtitle: ΜΕ ΘΗΛΥΚΕΣ ΟΡΜΟΝΕΣ (793, 708, 967, 724)
table-row (884, 1611, 1082, 1623)
schedule-program: Ὄπερα (58, 742, 96, 756)
screens-paragraph: Στὴν ἀρχὴ ὅλα ἄρχισαν μὲ λίγες κόπιες ποὺ κυκλοφοροῦσαν κρυφά στὶς ἐπαρχίες. Σήμερα ὅμως τὸ φαινόμενο ἔχει γενικευθεῖ καὶ ἀπειλεῖ τὴν ἴδια τὴν ὕπαρξη τῆς ἑλληνικῆς κινηματογραφικῆς βιομηχανίας. Μόνο μὲ αὐστηρὰ μέτρα μπορεῖ νὰ σταματήσῃ. (1398, 949, 1588, 1115)
schedule-row (189, 769, 356, 795)
schedule-time: 21.00 (12, 716, 47, 730)
screens-kicker: ΤΟΥ ΚΑΙΡΟΥ ΜΑΣ (1430, 549, 1556, 565)
table-cell: Βερέγκρουπ 90 (886, 1573, 970, 1587)
screens-title: ΠΕΙΡΑΤΑΙ ΤΗΣ ΟΘΟΝΗΣ (1420, 568, 1566, 611)
schedule-row (12, 595, 179, 621)
offers-text: — Ὁ Κος καὶ ἡ Κα Γεώργιου Γ. Τσουκάλου προσφέρουν δὲ ἀντὶ Γ. Λ. 20 εἰς τὴν Ἀδελφότητα εἰς μνήμην Ἀλεξάνδρου Α. Μπτουνάς. — Ὁ κ. Ξενοφῶν Χιωρέμας προσφέρει Γ. Λ. 400 ὑπὲρ τοῦ Μπραϊμπουνεῖου Σχολείου εἰς μνήμην τῆς Ἀλεξανδρείας. — Ἀντὶ στεφάνου προσφέρονται Γ. Λ. 100 ὑπὲρ τοῦ Μορφωτικοῦ Ἰδρύματος. (368, 1236, 666, 1372)
novel-label: ΤΟ ΜΥΘΙΣΤΟΡΗΜΑ ΜΑΣ (30, 807, 338, 833)
novel-paragraph: Λυπηρὴ κυρία. Ἔπειτα ἀπὸ τόσα χρόνια, τὸ ἐδηλουμενόνηκον εὐκταλαίπωρον, σᾶς ὑποβάλλω ἕνα τὴν ἐκτίμησή μου... Ἔπειτα ἀπὸ ὅλα αὐτά τὸ βρᾶδυ. (188, 1089, 356, 1195)
schedule-time: 20.30 (189, 555, 224, 569)
schedule-time: 23.00 (189, 768, 224, 782)
social-item: — Ὁ ἰατρὸς κ. Ν. ΕΚΥΡΩΠΗΣ δέχεται εἰς τὸ ἰατρεῖον του ὁδὸς Φλανθέρ 49 (ἑπταπυλος), καθημερινῶς καὶ ἀπὸ ὥρας 4.30 μ. μ. — 6.30 μ. μ. Τηλέφωνον 78838. (368, 422, 666, 482)
radio-athens-date: ΠΑΡΑΣΚΕΥΗ, 3 Μαΐου 1963 (12, 664, 172, 678)
schedule-row (12, 582, 179, 595)
bourse-head: ΚΡΑΤΙΚΑ ΔΑΝΕΙΑ (719, 1384, 835, 1399)
princess-body (678, 984, 1082, 1311)
table-cell: 718 (1060, 1548, 1080, 1562)
yesterday-table (884, 1488, 1082, 1623)
bourse-text: Ἀρτσίλλεριε. — Πὸρτ Σαΐδ Σόλτ 5 Βιτακέλ 63. — Φιλιπὲρ κόνσμετς 90. Ἐμ. καπουλ. 220. Συνθετικὰ Ἐπίσης 312. — Ἰούτα 162. Ι.Ε. Γκαλάμ 174. Ἀλεξάνδρ. Τεξτίλ 74. Ἀραβικὸν Ἀνών. 118. (884, 1366, 1076, 1449)
column-news (1094, 58, 1386, 1845)
schedule-time: 19.00 (189, 529, 224, 543)
schedule-row (189, 556, 356, 569)
schedule-row (12, 530, 179, 543)
schedule-row (189, 569, 356, 595)
schedule-program: Μελωδίες καὶ ρυθμοί (58, 716, 178, 730)
classified-title: Μικραὶ Ἀγγελίαι (402, 1384, 632, 1411)
crete-items: 1) Ἔγκρισις Πρακτικῶν προηγουμένης Γενικῆς Συνελεύσεως. 2) Ἐξέτασις τῆς περιπτώσεως τῆς Ἀδελφότητος ΚΑΙ ΕΝΑΣΧΟΛΗΣΙΣ ΚΑΙ ΛΗΨΙΣ ΑΠΟΦΑΣΕΩΣ ΔΙΑΛΥΣΕΩΣ ΑΥΤΗΣ. (1094, 953, 1386, 1029)
schedule-row (189, 595, 356, 608)
schedule-row (12, 543, 179, 556)
screens-signature: ΝΙΚΗΤΑΣ ΟΡΦΑΝΙΔΗΣ (1440, 1416, 1588, 1431)
column-commentary (678, 58, 1082, 1623)
news-paragraph: Τὸ Τμῆμα Ἐφοδιασμοῦ τῆς Ἀλεξανδρείας, ἀπεφάσισε νὰ ἐπιβάλῃ αὐστηρὰν ἐπιτήρησιν εἰς τὰ κρεοπωλεῖα. (1094, 109, 1386, 155)
offers-title: ΠΡΟΣΦΟΡΑΙ (405, 1199, 629, 1238)
novel-paragraph: — Ἔσθε συγγενής; — Ὄχι, ἀπλῶς φίλος. Ἦλθα νὰ πάρω τὰ πράγματα τοῦ Σίμον. Ἐκεῖνος περίμενε κάτω. Ἡ ἀνάγκη γιὰ λίγη ἡσυχία ἦταν φανερή. (188, 1584, 356, 1675)
cinema-entry: ΣΤΡΑΝΤ — Τηλ. 22322 C'EST ÇA L'AMOUR (Αλέξανδρος Ζίζου) (ἀραβικὴ ταινία) (Ἰνάμ Χοὰν Ἀχμετ Ραμζή). (189, 374, 324, 442)
dam-continued: τοῦ Ὑψηλοῦ Φράγματος καὶ τῆς ἐπιτροπῆς ἐκτελέσεως τεχνικῶν συνεργητικῶν ἀποφάσεων. Κατὰ τὴν συνεδρίασιν ἀπεφασίσθη ἐπίσης ἡ ἵδρυσις ἑνὸς ἐκπαιδευτικοῦ ἐπαγγελματικοῦ κέντρου διὰ τὴν ἐκπαίδευσιν 5000 ἐργατῶν ἐτησίως, καὶ ἐνεκρίθη ἡ ἀποστολὴ 27 ἐργατῶν καὶ μηχανικῶν εἰς τὴν Σοβιετικὴν Ἕνωσιν, διὰ ἐκπαίδευσιν εἰς τὰς ἐργασίας τῆς κατασκευῆς τοῦ φράγματος. (1398, 297, 1588, 538)
social-item: — Ἐπὶ τοῖς ἑορταῖς τοῦ Κούρμ- παν - Μπαϊράμ τὸ Χρηματιστήριον θὰ ἀργήσῃ μέχρι τῆς προσεχοῦς Τρίτης συμπεριλαμβανομένης. (368, 188, 666, 233)
schedule-row (189, 504, 356, 517)
table-cell: Νιλ Φαρμακευτικὴ (886, 1585, 967, 1611)
column-culture (1398, 58, 1588, 1680)
princess-paragraph: Ἡ ἴδια ὅμως δὲν ἠσθάνετο ἄνετα μὲ τὸ ὄνομα αὐτό, τὸ ὁποῖον ἐθεώρει πολὺ παιδικόν. Ἤδη ἀπὸ καιροῦ οἱ φίλοι της τὴν ἀπεκάλουν Χριστίναν, ὄνομα τὸ ὁποῖον ἔφερεν ἐπισήμως ὡς δεύτερον. Ἡ βασιλομήτωρ συνεφώνησε καὶ ἡ μετονομασία ἀνεκοινώθη ἐπισήμως. (884, 983, 1082, 1134)
thanks-title: Εὐχαριστήριον (415, 1101, 619, 1128)
queen-subheading: ΤΟ ΖΗΤΗΜΑ ΤΗΣ ΒΑΣΙΛΙΣΣΗΣ (758, 162, 1002, 180)
schedule-row (189, 543, 356, 556)
schedule-program: Ἑλληνικὰ τραγούδια (58, 581, 175, 595)
table-cell: 118 (1060, 1585, 1080, 1599)
arab-students-heading: ΑΡΑΒΙΚΗ ΕΚΔΗΛΩΣΙΣ ΦΟΙΤΗΤΩΝ ΕΙΣ ΑΘΗΝΑΣ (1398, 64, 1588, 99)
table-cell: 118 (1060, 1610, 1080, 1624)
princess-kicker: ΑΠΟ ΜΑΡΓΚΙΚΕ, ΧΡΙΣΤΙΝΑ ! (780, 910, 980, 926)
hitler-article (678, 596, 1082, 906)
issue-date: Παρασκευὴ 3 Μαΐου 1963 (1340, 21, 1580, 42)
schedule-program: Δημοτικὰ καὶ παράτεχνα (189, 729, 311, 756)
column-rule (672, 56, 673, 2196)
princess-paragraph: Ὡς ἐπληροφορήθη ἤδη λακωνικῶς ἀπὸ ἡμερῶν, ἡ νεαρωτέρα τῶν θυγατέρων τῆς βασιλίσσης Ἰουλιανῆς τῆς Ὁλλανδίας, ἡ 16έτις Μαργκίκε ἀπεφάσισε νὰ ὀνομάζεται εἰς τὸ ἑξῆς Χριστίνα. Ἡ ἀπόφασις αὕτη ἐγένετο δεκτὴ μὲ συγκίνησιν ἀπὸ τὸν ὁλλανδικὸν λαόν. (678, 983, 876, 1134)
schedule-program: Παλιὰ ἑλλ. τραγούδια, ταξίδια καὶ νέα τραγούδια (12, 677, 165, 717)
page-label: Σελὶς 2α (20, 21, 94, 39)
radio-athens-header (12, 665, 356, 678)
column-rule (1392, 56, 1393, 2196)
section-heading: ΑΛΕΞΑΝΔΡΙΝΑ ΘΕΑΜΑΤΑ (59, 58, 309, 129)
table-cell: Ἀλεξανδρινὸν Σώλδιεσ (886, 1548, 965, 1574)
cinema-entry: ΟΝΤΕΟΝ — Τηλ. 71866 (2 ἔργα) DAYS OF WINE AND ROSES (Τζὰκ Λέμον) καὶ HIS MAJESTY O' KEEFE (Μπὰρτ Λαγκάστερ). (12, 329, 172, 398)
schedule-program: Μουσικὴ ποτ - πουρί (58, 503, 174, 517)
cinema-entry: ΡΑΝΤΙΟ — Τηλ. 30282 WORLD OF COMEDY (Χάρολντ Λόυντ). (189, 329, 322, 371)
screens-paragraph: Τὸ κακό, δυστυχῶς, ἔχει φθάσει στὸ ἀπροχώρητο. Πῆρε διαστάσεις καὶ ἐπέκτασι μεγαλύτερη τοῦ ἀναμενομένου. Πειρατεία κινηματογραφικῶν ἔργων ὑπάρχει καὶ ἀναπτύσσεται μὲ ρυθμοὺς ἀπίστευτους. Κάθε μέρα ἐμφανίζονται κι' ἄλλοι «ἐπιχειρηματίες» οἱ ὁποῖοι ἀντιγράφουν ταινίες χωρὶς ἄδεια. (1398, 622, 1588, 803)
